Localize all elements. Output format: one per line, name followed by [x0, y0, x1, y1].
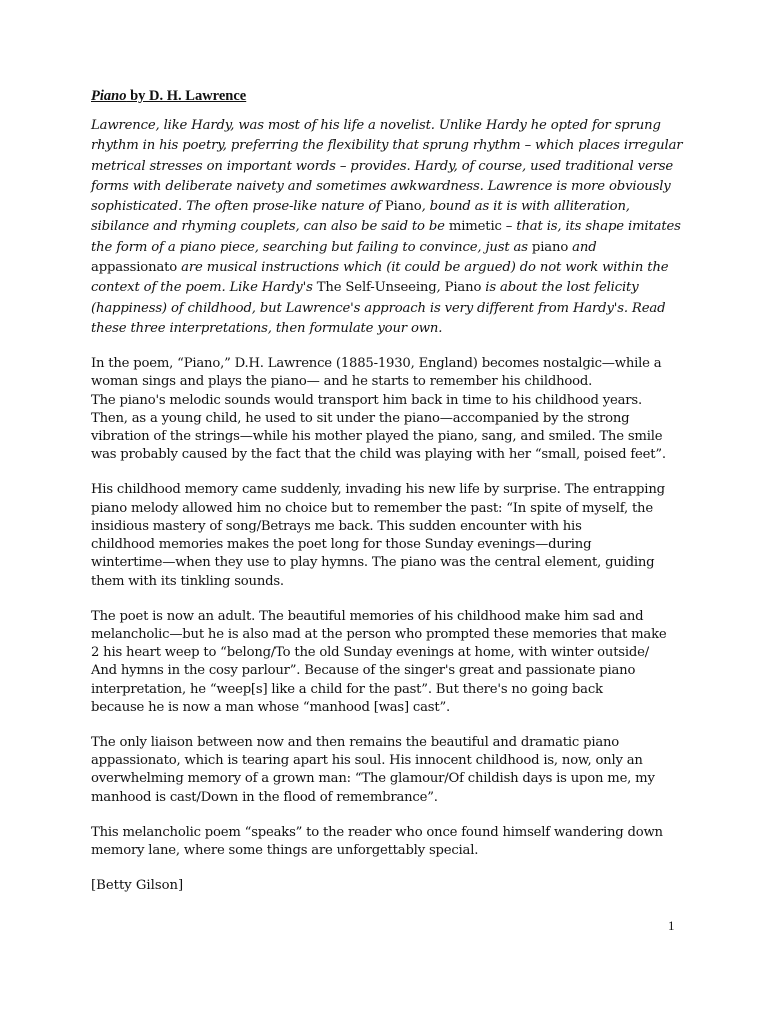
author-signature: [Betty Gilson] — [91, 878, 184, 894]
intro-term: appassionato — [91, 260, 178, 276]
paragraph-line: piano melody allowed him no choice but to remember the past: “In spite of myself, the — [91, 500, 653, 516]
paragraph-line: His childhood memory came suddenly, invading his new life by surprise. The entrapping — [91, 482, 665, 498]
intro-line: metrical stresses on important words – provides. Hardy, of course, used traditional verse — [91, 158, 674, 174]
paragraph-3 — [91, 608, 679, 717]
paragraph-line: appassionato, which is tearing apart his soul. His innocent childhood is, now, only an — [91, 753, 643, 769]
paragraph-line: overwhelming memory of a grown man: “The glamour/Of childish days is upon me, my — [91, 771, 655, 787]
intro-term: mimetic — [448, 219, 502, 235]
paragraph-line: melancholic—but he is also mad at the person who prompted these memories that make — [91, 626, 667, 642]
paragraph-line: childhood memories makes the poet long for those Sunday evenings—during — [91, 537, 592, 553]
intro-text: is about the lost felicity — [481, 280, 639, 296]
paragraph-4 — [91, 734, 679, 807]
intro-line — [91, 217, 679, 237]
paragraph-line: The piano's melodic sounds would transport him back in time to his childhood years. — [91, 392, 642, 408]
paragraph-line: because he is now a man whose “manhood [was] cast”. — [91, 699, 450, 715]
intro-text: – that is, its shape imitates — [501, 219, 681, 235]
paragraph-line: memory lane, where some things are unforgettably special. — [91, 842, 479, 858]
paragraph-line: insidious mastery of song/Betrays me back. This sudden encounter with his — [91, 518, 582, 534]
intro-text: are musical instructions which (it could be argued) do not work within the — [177, 260, 669, 276]
intro-text: and — [568, 239, 597, 255]
intro-text: the form of a piano piece, searching but failing to convince, just as — [91, 239, 532, 255]
paragraph-line: The poet is now an adult. The beautiful memories of his childhood make him sad and — [91, 608, 644, 624]
paragraph-line: Then, as a young child, he used to sit under the piano—accompanied by the strong — [91, 410, 630, 426]
intro-line: (happiness) of childhood, but Lawrence's approach is very different from Hardy's. Read — [91, 300, 666, 316]
document-page — [91, 86, 683, 895]
intro-text: , — [436, 280, 445, 296]
document-title — [91, 86, 679, 106]
paragraph-line: manhood is cast/Down in the flood of remembrance”. — [91, 789, 438, 805]
intro-text: sophisticated. The often prose-like nature of — [91, 199, 385, 215]
intro-line: forms with deliberate naivety and sometimes awkwardness. Lawrence is more obviously — [91, 178, 671, 194]
paragraph-line: 2 his heart weep to “belong/To the old Sunday evenings at home, with winter outside/ — [91, 645, 649, 661]
paragraph-line: And hymns in the cosy parlour”. Because of the singer's great and passionate piano — [91, 663, 636, 679]
intro-line: these three interpretations, then formulate your own. — [91, 320, 443, 336]
paragraph-1 — [91, 355, 679, 464]
intro-title-ref: The Self-Unseeing — [316, 280, 437, 296]
title-work: Piano — [91, 88, 127, 104]
intro-text: context of the poem. Like Hardy's — [91, 280, 317, 296]
intro-line — [91, 258, 679, 278]
intro-text: sibilance and rhyming couplets, can also be said to be — [91, 219, 449, 235]
paragraph-line: woman sings and plays the piano— and he starts to remember his childhood. — [91, 374, 593, 390]
paragraph-line: In the poem, “Piano,” D.H. Lawrence (1885-1930, England) becomes nostalgic—while a — [91, 356, 662, 372]
intro-title-ref: Piano — [444, 280, 482, 296]
paragraph-line: wintertime—when they use to play hymns. The piano was the central element, guiding — [91, 555, 655, 571]
intro-line — [91, 278, 679, 298]
paragraph-line: them with its tinkling sounds. — [91, 573, 284, 589]
intro-line: Lawrence, like Hardy, was most of his life a novelist. Unlike Hardy he opted for sprung — [91, 118, 661, 133]
paragraph-5 — [91, 824, 679, 860]
paragraph-line: interpretation, he “weep[s] like a child for the past”. But there's no going back — [91, 681, 603, 697]
title-byline: by D. H. Lawrence — [126, 88, 247, 104]
intro-term: piano — [531, 239, 569, 255]
paragraph-line: The only liaison between now and then remains the beautiful and dramatic piano — [91, 734, 620, 750]
paragraph-line: This melancholic poem “speaks” to the reader who once found himself wandering down — [91, 824, 663, 840]
paragraph-line: vibration of the strings—while his mother played the piano, sang, and smiled. The smile — [91, 429, 663, 445]
intro-line — [91, 197, 679, 217]
intro-line — [91, 238, 679, 258]
intro-line: rhythm in his poetry, preferring the flexibility that sprung rhythm – which places irregular — [91, 138, 683, 154]
intro-title-ref: Piano — [384, 199, 422, 215]
paragraph-line: was probably caused by the fact that the child was playing with her “small, poised feet”. — [91, 447, 666, 463]
intro-paragraph — [91, 116, 683, 339]
paragraph-2 — [91, 481, 679, 590]
page-number: 1 — [668, 918, 675, 933]
intro-text: , bound as it is with alliteration, — [421, 199, 630, 215]
